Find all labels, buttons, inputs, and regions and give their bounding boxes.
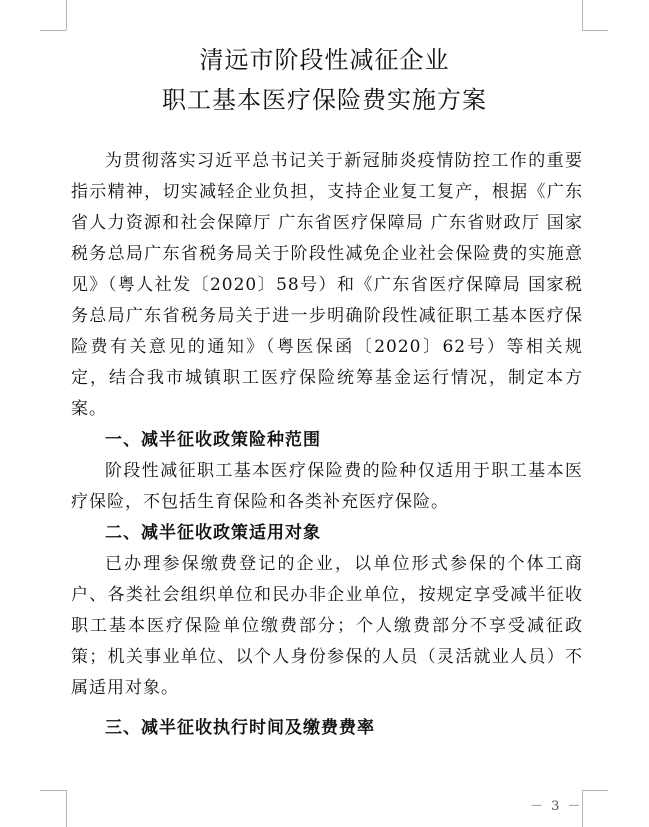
- section-heading-3: 三、减半征收执行时间及缴费费率: [105, 718, 375, 738]
- crop-mark-bottom-left-h: [40, 790, 66, 791]
- section-body-1: 阶段性减征职工基本医疗保险费的险种仅适用于职工基本医疗保险，不包括生育保险和各类补充医疗保险。: [71, 461, 583, 512]
- intro-paragraph: 为贯彻落实习近平总书记关于新冠肺炎疫情防控工作的重要指示精神，切实减轻企业负担，支持企业复工复产，根据《广东省人力资源和社会保障厅 广东省医疗保障局 广东省财政厅 国家税务总局广东省税务局关于阶段性减免企业社会保险费的实施意见》（粤人社发〔2020〕58号）和《广东省医疗保障局 国家税务总局广东省税务局关于进一步明确阶段性减征职工基本医疗保险费有关意见的通知》（粤医保函〔2020〕62号）等相关规定，结合我市城镇职工医疗保险统筹基金运行情况，制定本方案。: [71, 151, 583, 419]
- section-heading-1: 一、减半征收政策险种范围: [105, 430, 321, 450]
- crop-mark-top-left-h: [40, 30, 66, 31]
- document-body: [71, 146, 583, 744]
- section-body-2: 已办理参保缴费登记的企业，以单位形式参保的个体工商户、各类社会组织单位和民办非企业单位，按规定享受减半征收职工基本医疗保险单位缴费部分；个人缴费部分不享受减征政策；机关事业单位、以个人身份参保的人员（灵活就业人员）不属适用对象。: [71, 554, 583, 698]
- crop-mark-top-left: [66, 0, 67, 30]
- section-heading-2: 二、减半征收政策适用对象: [105, 523, 321, 543]
- crop-mark-top-right: [582, 0, 583, 30]
- crop-mark-top-right-h: [582, 30, 608, 31]
- document-title-line-2: 职工基本医疗保险费实施方案: [162, 86, 487, 114]
- crop-mark-bottom-right-h: [582, 790, 608, 791]
- page-number: － 3 －: [530, 799, 583, 814]
- document-title-line-1: 清远市阶段性减征企业: [199, 46, 450, 74]
- crop-mark-bottom-left: [66, 790, 67, 827]
